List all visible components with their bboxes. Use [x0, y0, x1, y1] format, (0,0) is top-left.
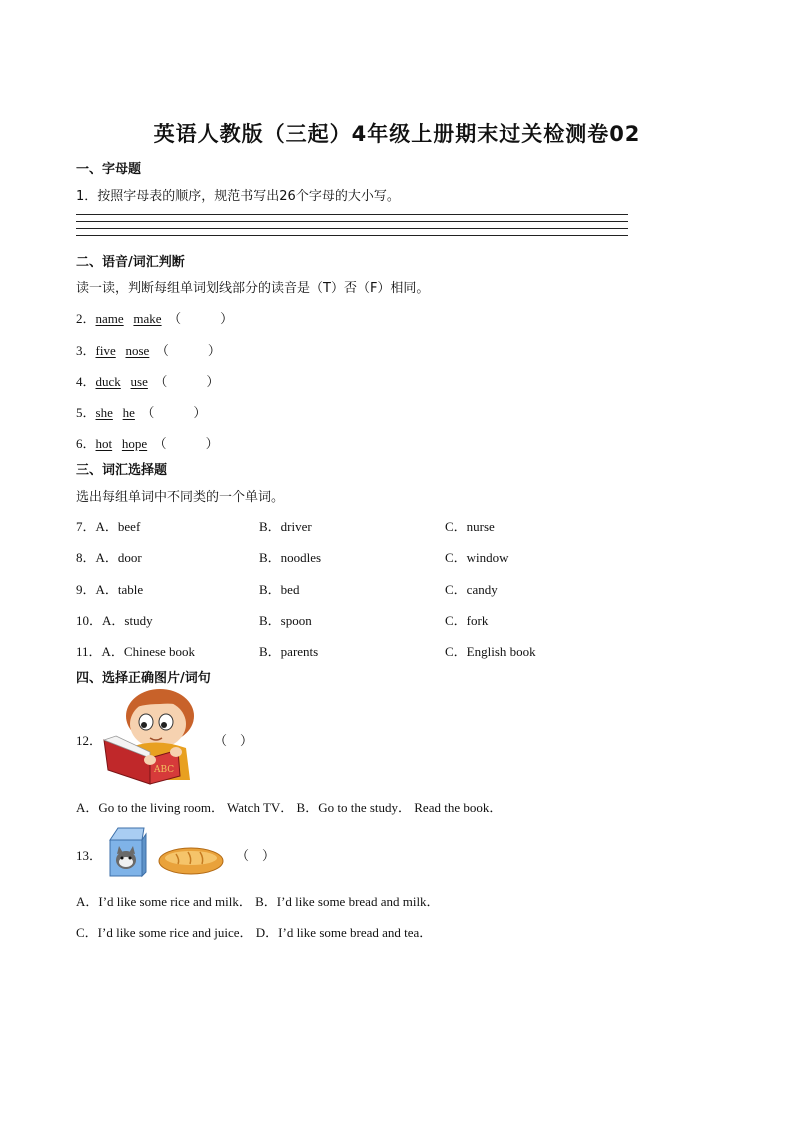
- answer-blank[interactable]: （ ）: [155, 343, 221, 358]
- writing-lines[interactable]: [76, 214, 628, 242]
- section-3-instruction: 选出每组单词中不同类的一个单词。: [76, 490, 285, 505]
- option-c[interactable]: C．English book: [445, 644, 536, 659]
- phonics-question: 4．duck use （ ）: [76, 374, 220, 389]
- option-c[interactable]: C．candy: [445, 582, 498, 597]
- option-c[interactable]: C．fork: [445, 613, 489, 628]
- section-2-instruction: 读一读，判断每组单词划线部分的读音是（T）否（F）相同。: [76, 281, 430, 296]
- section-3-heading: 三、词汇选择题: [76, 463, 168, 478]
- answer-blank[interactable]: （ ）: [214, 733, 254, 748]
- vocab-question: 8．A．door: [76, 550, 142, 565]
- question-text: 按照字母表的顺序，规范书写出26个字母的大小写。: [97, 189, 400, 204]
- option-a[interactable]: A．beef: [95, 519, 141, 534]
- section-4-heading: 四、选择正确图片/词句: [76, 671, 211, 686]
- answer-blank[interactable]: （ ）: [141, 405, 207, 420]
- phonics-question: 3．five nose （ ）: [76, 343, 221, 358]
- question-number: 1．: [76, 189, 98, 204]
- phonics-question: 6．hot hope （ ）: [76, 436, 219, 451]
- option-a[interactable]: A．table: [95, 582, 144, 597]
- answer-blank[interactable]: （ ）: [168, 311, 234, 326]
- answer-blank[interactable]: （ ）: [154, 374, 220, 389]
- option-c[interactable]: C．nurse: [445, 519, 495, 534]
- question-13-options-row-1[interactable]: A．I’d like some rice and milk． B．I’d like some bread and milk．: [76, 894, 440, 909]
- boy-reading-book-icon: [100, 688, 204, 786]
- question-13-number: 13．: [76, 848, 103, 863]
- vocab-question: 7．A．beef: [76, 519, 141, 534]
- option-a[interactable]: A．study: [102, 613, 153, 628]
- question-12-number: 12．: [76, 733, 103, 748]
- section-1-heading: 一、字母题: [76, 162, 142, 177]
- option-c[interactable]: C．window: [445, 550, 509, 565]
- phonics-question: 2．name make （ ）: [76, 311, 234, 326]
- answer-blank[interactable]: （ ）: [153, 436, 219, 451]
- vocab-question: 11．A．Chinese book: [76, 644, 196, 659]
- answer-blank[interactable]: （ ）: [236, 848, 276, 863]
- option-b[interactable]: B．parents: [259, 644, 319, 659]
- question-13-options-row-2[interactable]: C．I’d like some rice and juice． D．I’d like some bread and tea．: [76, 925, 433, 940]
- question-1: [76, 185, 400, 204]
- vocab-question: 10．A．study: [76, 613, 153, 628]
- bread-loaf-icon: [158, 846, 224, 876]
- vocab-question: 9．A．table: [76, 582, 144, 597]
- phonics-question: 5．she he （ ）: [76, 405, 207, 420]
- section-2-heading: 二、语音/词汇判断: [76, 255, 185, 270]
- option-b[interactable]: B．noodles: [259, 550, 322, 565]
- option-a[interactable]: A．Chinese book: [101, 644, 196, 659]
- svg-text:ABC: ABC: [154, 765, 175, 775]
- option-b[interactable]: B．bed: [259, 582, 300, 597]
- page-title: 英语人教版（三起）4年级上册期末过关检测卷02: [153, 122, 641, 146]
- option-a[interactable]: A．door: [95, 550, 142, 565]
- question-12-options[interactable]: A．Go to the living room． Watch TV． B．Go to the study． Read the book．: [76, 800, 503, 815]
- option-b[interactable]: B．driver: [259, 519, 312, 534]
- option-b[interactable]: B．spoon: [259, 613, 312, 628]
- milk-carton-icon: [104, 826, 148, 878]
